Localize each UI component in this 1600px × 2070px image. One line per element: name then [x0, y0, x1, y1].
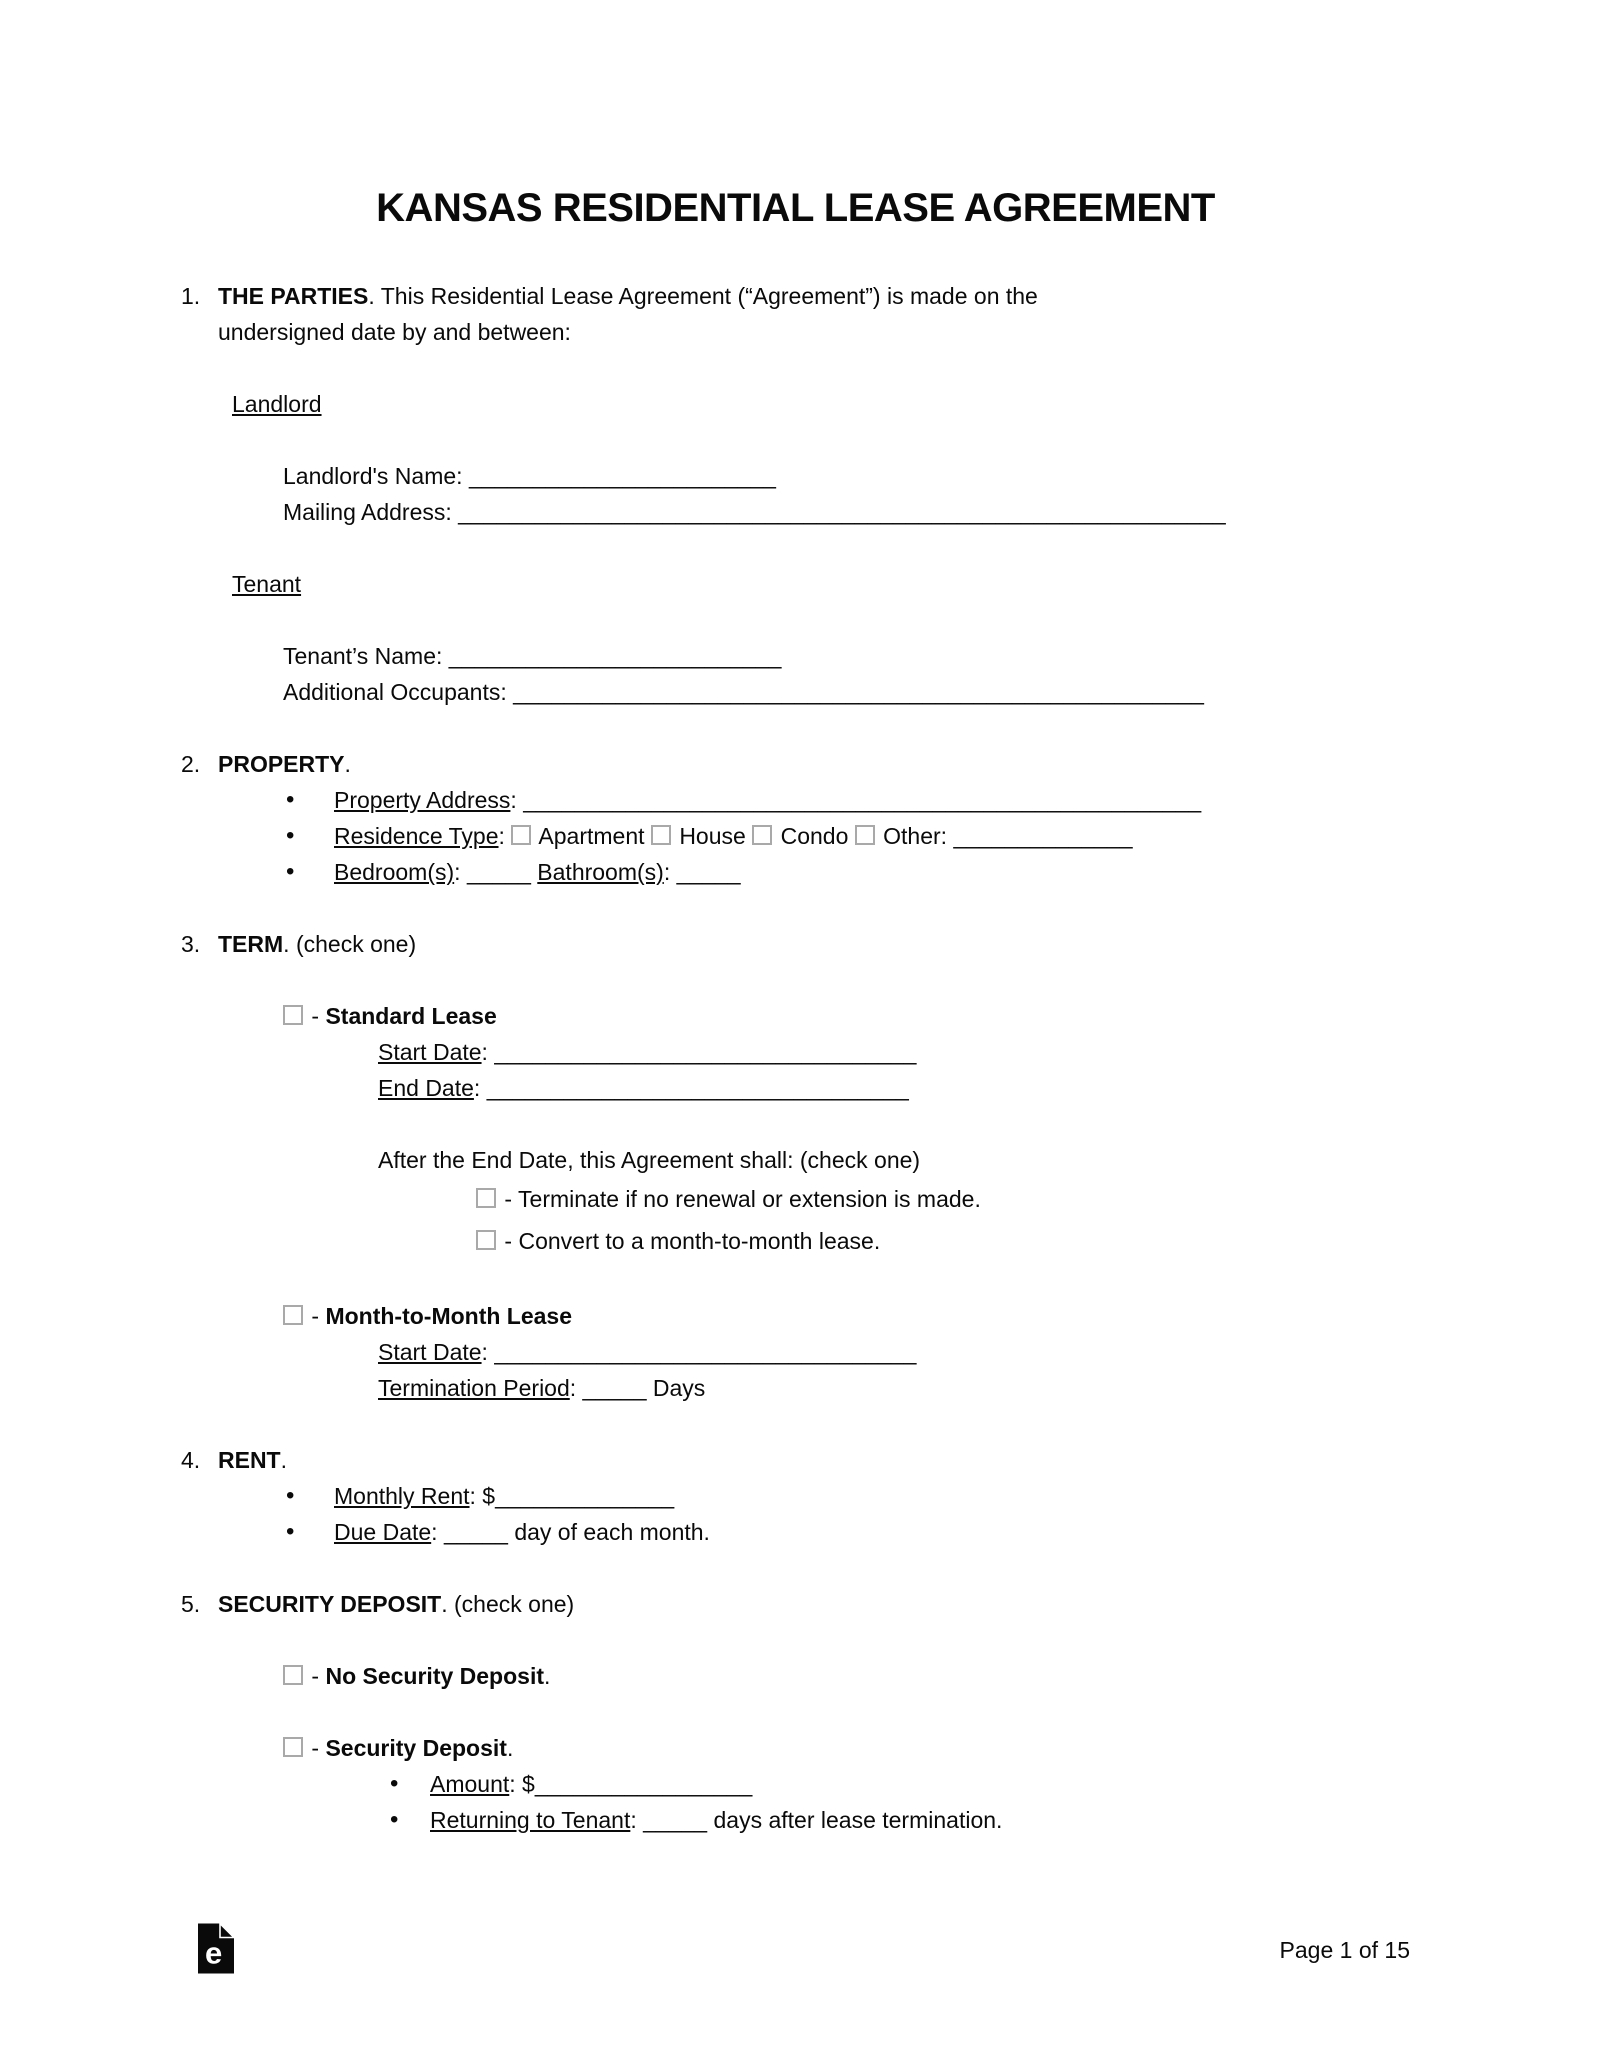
security-deposit-row	[283, 1730, 1410, 1766]
colon: :	[663, 859, 671, 885]
standard-end-date-field	[378, 1070, 1410, 1106]
rent-bullets	[286, 1478, 1410, 1550]
colon: :	[498, 823, 505, 849]
landlord-name-blank[interactable]: ________________________	[468, 463, 776, 489]
landlord-name-label: Landlord's Name:	[283, 463, 463, 489]
start-date-label: Start Date	[378, 1039, 482, 1065]
monthly-rent-blank[interactable]: ______________	[495, 1483, 675, 1509]
m2m-start-date-label: Start Date	[378, 1339, 482, 1365]
security-deposit-bullets	[390, 1766, 1410, 1838]
property-heading-suffix: .	[344, 751, 351, 777]
tenant-subheading: Tenant	[232, 571, 302, 597]
page-indicator: Page 1 of 15	[1279, 1937, 1410, 1963]
property-content	[218, 782, 1410, 890]
bullet-icon: •	[286, 1518, 295, 1545]
monthly-rent-currency: $	[482, 1483, 496, 1509]
eforms-logo-icon	[198, 1923, 234, 1984]
returning-blank[interactable]: _____	[643, 1807, 708, 1833]
colon: :	[454, 859, 461, 885]
returning-label: Returning to Tenant	[430, 1807, 631, 1833]
terminate-option-row	[476, 1178, 1410, 1220]
rent-heading: RENT	[218, 1447, 281, 1473]
parties-heading-row	[181, 278, 1410, 350]
bedrooms-label: Bedroom(s)	[334, 859, 455, 885]
colon: :	[469, 1483, 476, 1509]
residence-type-bullet	[286, 818, 1410, 854]
due-date-field	[334, 1514, 1410, 1550]
mailing-address-label: Mailing Address:	[283, 499, 452, 525]
mailing-address-field	[283, 494, 1410, 530]
logo-letter: e	[205, 1935, 223, 1971]
property-address-label: Property Address	[334, 787, 511, 813]
property-heading-row	[181, 746, 1410, 782]
monthly-rent-label: Monthly Rent	[334, 1483, 470, 1509]
property-address-bullet	[286, 782, 1410, 818]
additional-occupants-blank[interactable]: ______________________________________________________	[513, 679, 1204, 705]
checkbox-other[interactable]	[855, 825, 875, 845]
rent-content	[218, 1478, 1410, 1550]
tenant-name-field	[283, 638, 1410, 674]
security-deposit-period: .	[506, 1735, 514, 1761]
standard-lease-label: Standard Lease	[325, 1003, 497, 1029]
termination-period-suffix: Days	[652, 1375, 706, 1401]
end-date-blank[interactable]: _________________________________	[486, 1075, 909, 1101]
returning-suffix: days after lease termination.	[713, 1807, 1003, 1833]
checkbox-no-security-deposit[interactable]	[283, 1665, 303, 1685]
landlord-fields	[283, 458, 1410, 530]
parties-content	[218, 386, 1410, 710]
checkbox-month-to-month-lease[interactable]	[283, 1305, 303, 1325]
no-security-deposit-label: No Security Deposit	[325, 1663, 544, 1689]
term-heading: TERM	[218, 931, 284, 957]
termination-period-label: Termination Period	[378, 1375, 570, 1401]
checkbox-terminate[interactable]	[476, 1188, 496, 1208]
property-bullets	[286, 782, 1410, 890]
security-heading-row	[181, 1586, 1410, 1622]
property-address-field	[334, 782, 1410, 818]
standard-start-date-field	[378, 1034, 1410, 1070]
landlord-subheading: Landlord	[232, 391, 322, 417]
month-to-month-label: Month-to-Month Lease	[325, 1303, 573, 1329]
termination-period-blank[interactable]: _____	[582, 1375, 647, 1401]
amount-currency: $	[522, 1771, 535, 1797]
other-blank[interactable]: ______________	[953, 823, 1133, 849]
checkbox-convert-month-to-month[interactable]	[476, 1230, 496, 1250]
rooms-field	[334, 854, 1410, 890]
due-date-label: Due Date	[334, 1519, 432, 1545]
rent-number: 4.	[181, 1447, 201, 1473]
security-heading: SECURITY DEPOSIT	[218, 1591, 442, 1617]
security-heading-suffix: . (check one)	[441, 1591, 575, 1617]
no-security-deposit-period: .	[544, 1663, 551, 1689]
standard-lease-fields	[378, 1034, 1410, 1106]
m2m-start-date-field	[378, 1334, 1410, 1370]
security-deposit-label: Security Deposit	[325, 1735, 507, 1761]
term-heading-text	[218, 926, 1410, 962]
property-heading: PROPERTY	[218, 751, 345, 777]
bathrooms-label: Bathroom(s)	[537, 859, 664, 885]
document-title: KANSAS RESIDENTIAL LEASE AGREEMENT	[376, 186, 1215, 230]
security-number: 5.	[181, 1591, 201, 1617]
tenant-name-label: Tenant’s Name:	[283, 643, 443, 669]
monthly-rent-bullet	[286, 1478, 1410, 1514]
checkbox-security-deposit[interactable]	[283, 1737, 303, 1757]
after-end-date-note: After the End Date, this Agreement shall: (check one)	[378, 1147, 921, 1173]
section-term	[181, 926, 1410, 1406]
other-label: Other:	[883, 823, 948, 849]
month-to-month-fields	[378, 1334, 1410, 1406]
checkbox-standard-lease[interactable]	[283, 1005, 303, 1025]
m2m-start-date-blank[interactable]: _________________________________	[494, 1339, 917, 1365]
returning-bullet	[390, 1802, 1410, 1838]
bullet-icon: •	[286, 822, 295, 849]
returning-field	[430, 1802, 1410, 1838]
rent-heading-text	[218, 1442, 1410, 1478]
term-heading-suffix: . (check one)	[283, 931, 417, 957]
tenant-name-blank[interactable]: __________________________	[448, 643, 782, 669]
parties-heading-text	[218, 278, 1128, 350]
due-date-blank[interactable]: _____	[443, 1519, 508, 1545]
parties-number: 1.	[181, 283, 201, 309]
colon: :	[630, 1807, 637, 1833]
convert-option-label: Convert to a month-to-month lease.	[518, 1228, 881, 1254]
parties-heading: THE PARTIES	[218, 283, 369, 309]
dash: -	[311, 1663, 320, 1689]
colon: :	[481, 1339, 488, 1365]
term-content	[218, 998, 1410, 1406]
amount-blank[interactable]: _________________	[534, 1771, 753, 1797]
start-date-blank[interactable]: _________________________________	[494, 1039, 917, 1065]
bullet-icon: •	[286, 858, 295, 885]
section-the-parties	[181, 278, 1410, 710]
rent-heading-suffix: .	[280, 1447, 288, 1473]
due-date-suffix: day of each month.	[514, 1519, 710, 1545]
checkbox-house[interactable]	[651, 825, 671, 845]
additional-occupants-field	[283, 674, 1410, 710]
dash: -	[504, 1228, 513, 1254]
standard-lease-option-row	[283, 998, 1410, 1034]
bathrooms-blank[interactable]: _____	[676, 859, 741, 885]
additional-occupants-label: Additional Occupants:	[283, 679, 507, 705]
checkbox-apartment[interactable]	[511, 825, 531, 845]
term-number: 3.	[181, 931, 201, 957]
tenant-fields	[283, 638, 1410, 710]
condo-label: Condo	[780, 823, 849, 849]
rooms-bullet	[286, 854, 1410, 890]
property-number: 2.	[181, 751, 201, 777]
dash: -	[311, 1003, 320, 1029]
colon: :	[569, 1375, 577, 1401]
term-heading-row	[181, 926, 1410, 962]
bullet-icon: •	[390, 1806, 399, 1833]
property-address-blank[interactable]: _____________________________________________________	[523, 787, 1202, 813]
section-rent	[181, 1442, 1410, 1550]
rent-heading-row	[181, 1442, 1410, 1478]
checkbox-condo[interactable]	[752, 825, 772, 845]
month-to-month-option-row	[283, 1298, 1410, 1334]
section-security-deposit	[181, 1586, 1410, 1838]
bullet-icon: •	[390, 1770, 399, 1797]
landlord-name-field	[283, 458, 1410, 494]
section-property	[181, 746, 1410, 890]
apartment-label: Apartment	[538, 823, 645, 849]
no-security-deposit-row	[283, 1658, 1410, 1694]
house-label: House	[679, 823, 746, 849]
security-content	[218, 1658, 1410, 1838]
colon: :	[481, 1039, 488, 1065]
bedrooms-blank[interactable]: _____	[466, 859, 531, 885]
terminate-option-label: Terminate if no renewal or extension is made.	[518, 1186, 981, 1212]
mailing-address-blank[interactable]: ____________________________________________________________	[458, 499, 1226, 525]
colon: :	[509, 1771, 516, 1797]
colon: :	[473, 1075, 481, 1101]
bullet-icon: •	[286, 1482, 295, 1509]
end-date-label: End Date	[378, 1075, 474, 1101]
security-heading-text	[218, 1586, 1410, 1622]
amount-field	[430, 1766, 1410, 1802]
colon: :	[510, 787, 517, 813]
parties-intro: . This Residential Lease Agreement (“Agreement”) is made on the undersigned date by and between:	[218, 283, 1038, 345]
due-date-bullet	[286, 1514, 1410, 1550]
dash: -	[311, 1303, 320, 1329]
residence-type-field	[334, 818, 1410, 854]
dash: -	[311, 1735, 320, 1761]
dash: -	[504, 1186, 513, 1212]
residence-type-label: Residence Type	[334, 823, 499, 849]
bullet-icon: •	[286, 786, 295, 813]
property-heading-text	[218, 746, 1410, 782]
monthly-rent-field	[334, 1478, 1410, 1514]
amount-bullet	[390, 1766, 1410, 1802]
termination-period-field	[378, 1370, 1410, 1406]
amount-label: Amount	[430, 1771, 510, 1797]
colon: :	[431, 1519, 438, 1545]
convert-option-row	[476, 1220, 1410, 1262]
